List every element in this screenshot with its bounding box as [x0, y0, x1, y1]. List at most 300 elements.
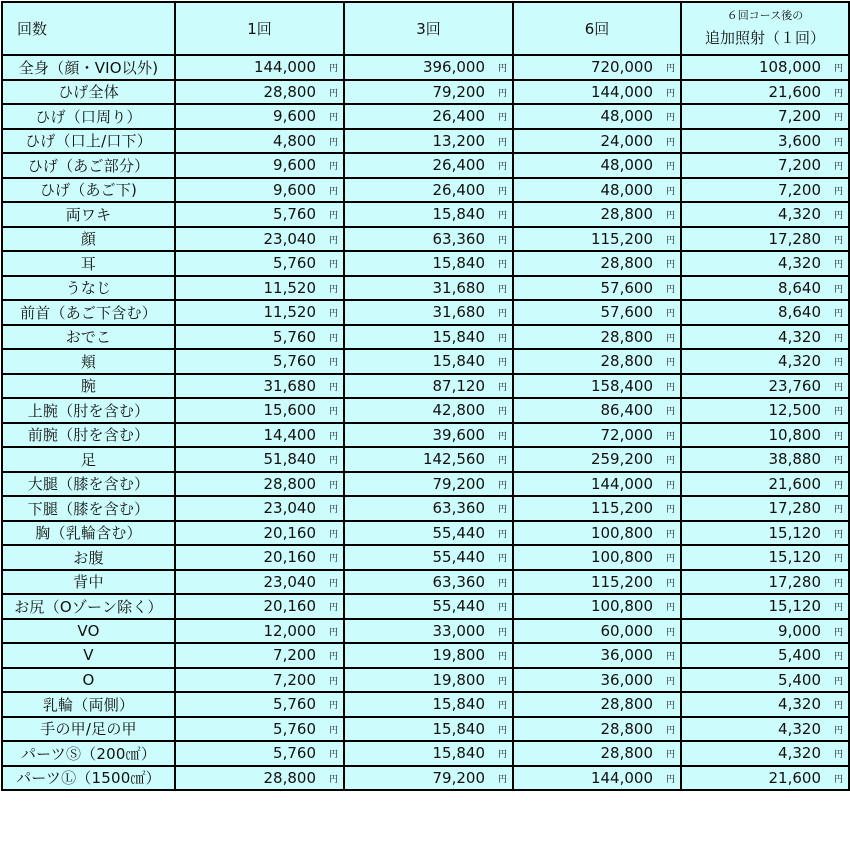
price-1-session: 28,800: [263, 82, 316, 101]
price-additional: 8,640: [778, 278, 821, 297]
price-6-sessions-cell: [513, 570, 681, 595]
price-6-sessions: 144,000: [590, 474, 653, 493]
price-6-sessions: 48,000: [600, 156, 653, 175]
price-1-session: 5,760: [273, 327, 316, 346]
price-6-sessions: 28,800: [600, 205, 653, 224]
price-6-sessions-cell: [513, 668, 681, 693]
yen-unit: 円: [497, 701, 507, 712]
yen-unit: 円: [497, 431, 507, 442]
price-1-session: 14,400: [263, 425, 316, 444]
yen-unit: 円: [497, 725, 507, 736]
price-3-sessions: 19,800: [432, 646, 485, 665]
header-row: [2, 2, 849, 55]
price-3-sessions: 15,840: [432, 695, 485, 714]
price-3-sessions: 15,840: [432, 719, 485, 738]
price-3-sessions: 79,200: [432, 474, 485, 493]
yen-unit: 円: [497, 627, 507, 638]
body-part-name: パーツⓈ（200㎠）: [2, 741, 175, 766]
yen-unit: 円: [833, 64, 843, 75]
yen-unit: 円: [328, 603, 338, 614]
yen-unit: 円: [665, 676, 675, 687]
price-3-sessions-cell: [344, 300, 513, 325]
price-1-session: 23,040: [263, 572, 316, 591]
price-3-sessions: 31,680: [432, 278, 485, 297]
yen-unit: 円: [328, 431, 338, 442]
price-1-session: 5,760: [273, 719, 316, 738]
price-6-sessions-cell: [513, 496, 681, 521]
price-6-sessions: 28,800: [600, 744, 653, 763]
body-part-name: 前首（あご下含む）: [2, 300, 175, 325]
price-1-session: 9,600: [273, 156, 316, 175]
yen-unit: 円: [833, 186, 843, 197]
yen-unit: 円: [497, 88, 507, 99]
price-additional-cell: [681, 472, 849, 497]
body-part-name: O: [2, 668, 175, 693]
yen-unit: 円: [497, 309, 507, 320]
body-part-name: おでこ: [2, 325, 175, 350]
price-3-sessions-cell: [344, 104, 513, 129]
price-additional: 21,600: [768, 82, 821, 101]
price-additional-cell: [681, 300, 849, 325]
yen-unit: 円: [665, 431, 675, 442]
price-3-sessions-cell: [344, 741, 513, 766]
yen-unit: 円: [833, 260, 843, 271]
price-3-sessions: 26,400: [432, 180, 485, 199]
price-1-session: 5,760: [273, 254, 316, 273]
price-additional-cell: [681, 594, 849, 619]
yen-unit: 円: [665, 456, 675, 467]
price-additional-cell: [681, 55, 849, 80]
header-1-session: 1回: [175, 2, 344, 55]
table-row: [2, 472, 849, 497]
yen-unit: 円: [497, 64, 507, 75]
price-additional-cell: [681, 423, 849, 448]
yen-unit: 円: [833, 113, 843, 124]
price-additional: 7,200: [778, 107, 821, 126]
yen-unit: 円: [833, 774, 843, 785]
yen-unit: 円: [833, 88, 843, 99]
yen-unit: 円: [665, 627, 675, 638]
price-additional-cell: [681, 766, 849, 791]
yen-unit: 円: [328, 186, 338, 197]
price-3-sessions-cell: [344, 766, 513, 791]
yen-unit: 円: [833, 358, 843, 369]
price-3-sessions-cell: [344, 202, 513, 227]
table-row: [2, 104, 849, 129]
yen-unit: 円: [833, 701, 843, 712]
header-sessions: 回数: [2, 2, 175, 55]
price-1-session: 23,040: [263, 229, 316, 248]
price-1-session: 5,760: [273, 352, 316, 371]
price-6-sessions: 144,000: [590, 82, 653, 101]
price-1-session-cell: [175, 104, 344, 129]
price-1-session-cell: [175, 300, 344, 325]
price-3-sessions-cell: [344, 594, 513, 619]
table-row: [2, 349, 849, 374]
price-table: [1, 1, 850, 791]
body-part-name: ひげ（あご部分）: [2, 153, 175, 178]
yen-unit: 円: [497, 456, 507, 467]
body-part-name: VO: [2, 619, 175, 644]
price-additional: 17,280: [768, 499, 821, 518]
price-6-sessions: 28,800: [600, 719, 653, 738]
yen-unit: 円: [833, 382, 843, 393]
price-1-session: 9,600: [273, 180, 316, 199]
price-1-session: 23,040: [263, 499, 316, 518]
price-6-sessions-cell: [513, 153, 681, 178]
price-6-sessions-cell: [513, 276, 681, 301]
price-1-session: 11,520: [263, 303, 316, 322]
yen-unit: 円: [328, 235, 338, 246]
table-row: [2, 594, 849, 619]
price-3-sessions: 55,440: [432, 597, 485, 616]
price-3-sessions-cell: [344, 521, 513, 546]
table-row: [2, 692, 849, 717]
price-3-sessions: 55,440: [432, 548, 485, 567]
table-row: [2, 643, 849, 668]
price-6-sessions: 144,000: [590, 768, 653, 787]
yen-unit: 円: [665, 774, 675, 785]
body-part-name: パーツⓁ（1500㎠）: [2, 766, 175, 791]
yen-unit: 円: [497, 676, 507, 687]
price-6-sessions: 48,000: [600, 180, 653, 199]
yen-unit: 円: [497, 358, 507, 369]
table-row: [2, 741, 849, 766]
yen-unit: 円: [497, 235, 507, 246]
yen-unit: 円: [497, 480, 507, 491]
price-3-sessions: 15,840: [432, 327, 485, 346]
price-additional: 4,320: [778, 744, 821, 763]
price-additional: 5,400: [778, 670, 821, 689]
price-1-session: 11,520: [263, 278, 316, 297]
price-additional: 108,000: [758, 58, 821, 77]
yen-unit: 円: [665, 284, 675, 295]
yen-unit: 円: [328, 750, 338, 761]
price-3-sessions: 15,840: [432, 254, 485, 273]
yen-unit: 円: [328, 554, 338, 565]
yen-unit: 円: [833, 750, 843, 761]
price-3-sessions-cell: [344, 619, 513, 644]
price-3-sessions: 87,120: [432, 376, 485, 395]
price-additional: 17,280: [768, 229, 821, 248]
price-6-sessions: 36,000: [600, 670, 653, 689]
price-1-session-cell: [175, 643, 344, 668]
yen-unit: 円: [833, 652, 843, 663]
price-1-session: 20,160: [263, 597, 316, 616]
yen-unit: 円: [665, 333, 675, 344]
price-3-sessions: 15,840: [432, 205, 485, 224]
body-part-name: うなじ: [2, 276, 175, 301]
price-additional-cell: [681, 570, 849, 595]
yen-unit: 円: [328, 480, 338, 491]
price-6-sessions: 100,800: [590, 523, 653, 542]
yen-unit: 円: [665, 186, 675, 197]
price-3-sessions: 39,600: [432, 425, 485, 444]
yen-unit: 円: [497, 382, 507, 393]
yen-unit: 円: [833, 309, 843, 320]
price-6-sessions: 36,000: [600, 646, 653, 665]
price-3-sessions: 15,840: [432, 744, 485, 763]
body-part-name: 大腿（膝を含む）: [2, 472, 175, 497]
price-6-sessions-cell: [513, 447, 681, 472]
body-part-name: 前腕（肘を含む）: [2, 423, 175, 448]
yen-unit: 円: [665, 211, 675, 222]
price-1-session: 51,840: [263, 450, 316, 469]
price-6-sessions-cell: [513, 325, 681, 350]
table-row: [2, 521, 849, 546]
yen-unit: 円: [497, 652, 507, 663]
table-row: [2, 619, 849, 644]
price-1-session: 5,760: [273, 695, 316, 714]
header-additional-line2: 追加照射（１回）: [704, 28, 825, 47]
price-additional-cell: [681, 178, 849, 203]
yen-unit: 円: [328, 505, 338, 516]
body-part-name: 手の甲/足の甲: [2, 717, 175, 742]
price-additional: 15,120: [768, 548, 821, 567]
price-additional: 3,600: [778, 131, 821, 150]
price-3-sessions: 42,800: [432, 401, 485, 420]
yen-unit: 円: [833, 578, 843, 589]
yen-unit: 円: [328, 725, 338, 736]
body-part-name: 乳輪（両側）: [2, 692, 175, 717]
price-3-sessions-cell: [344, 496, 513, 521]
price-6-sessions: 28,800: [600, 695, 653, 714]
body-part-name: 耳: [2, 251, 175, 276]
price-6-sessions: 72,000: [600, 425, 653, 444]
price-6-sessions: 60,000: [600, 621, 653, 640]
price-6-sessions-cell: [513, 129, 681, 154]
price-3-sessions: 79,200: [432, 82, 485, 101]
table-row: [2, 766, 849, 791]
price-3-sessions-cell: [344, 178, 513, 203]
table-row: [2, 276, 849, 301]
price-6-sessions: 720,000: [590, 58, 653, 77]
price-additional-cell: [681, 668, 849, 693]
price-6-sessions-cell: [513, 594, 681, 619]
price-1-session: 144,000: [253, 58, 316, 77]
price-additional: 12,500: [768, 401, 821, 420]
price-6-sessions-cell: [513, 202, 681, 227]
price-1-session: 15,600: [263, 401, 316, 420]
price-1-session: 12,000: [263, 621, 316, 640]
price-3-sessions: 63,360: [432, 572, 485, 591]
price-additional-cell: [681, 717, 849, 742]
price-6-sessions-cell: [513, 619, 681, 644]
price-3-sessions: 55,440: [432, 523, 485, 542]
price-additional: 4,320: [778, 352, 821, 371]
price-additional: 5,400: [778, 646, 821, 665]
price-1-session-cell: [175, 153, 344, 178]
yen-unit: 円: [497, 578, 507, 589]
price-6-sessions-cell: [513, 80, 681, 105]
price-1-session-cell: [175, 349, 344, 374]
body-part-name: お腹: [2, 545, 175, 570]
yen-unit: 円: [497, 529, 507, 540]
body-part-name: お尻（Oゾーン除く）: [2, 594, 175, 619]
price-3-sessions: 63,360: [432, 229, 485, 248]
yen-unit: 円: [328, 358, 338, 369]
yen-unit: 円: [328, 456, 338, 467]
yen-unit: 円: [328, 578, 338, 589]
price-additional: 8,640: [778, 303, 821, 322]
price-6-sessions: 100,800: [590, 548, 653, 567]
table-row: [2, 153, 849, 178]
yen-unit: 円: [665, 578, 675, 589]
price-3-sessions: 15,840: [432, 352, 485, 371]
price-additional-cell: [681, 692, 849, 717]
price-additional: 4,320: [778, 254, 821, 273]
yen-unit: 円: [665, 701, 675, 712]
price-1-session: 4,800: [273, 131, 316, 150]
yen-unit: 円: [665, 88, 675, 99]
yen-unit: 円: [833, 627, 843, 638]
price-additional: 15,120: [768, 597, 821, 616]
yen-unit: 円: [665, 725, 675, 736]
body-part-name: 頬: [2, 349, 175, 374]
price-3-sessions-cell: [344, 325, 513, 350]
price-6-sessions: 259,200: [590, 450, 653, 469]
price-additional-cell: [681, 643, 849, 668]
price-1-session-cell: [175, 374, 344, 399]
price-1-session: 7,200: [273, 670, 316, 689]
price-additional-cell: [681, 741, 849, 766]
header-additional: [681, 2, 849, 55]
price-additional-cell: [681, 447, 849, 472]
price-1-session-cell: [175, 423, 344, 448]
yen-unit: 円: [833, 407, 843, 418]
price-1-session: 20,160: [263, 548, 316, 567]
price-1-session-cell: [175, 202, 344, 227]
table-row: [2, 545, 849, 570]
yen-unit: 円: [497, 505, 507, 516]
body-part-name: ひげ（口上/口下）: [2, 129, 175, 154]
price-6-sessions: 57,600: [600, 278, 653, 297]
price-additional: 4,320: [778, 719, 821, 738]
price-additional-cell: [681, 349, 849, 374]
price-3-sessions-cell: [344, 374, 513, 399]
body-part-name: ひげ全体: [2, 80, 175, 105]
price-additional-cell: [681, 325, 849, 350]
price-6-sessions-cell: [513, 643, 681, 668]
yen-unit: 円: [497, 211, 507, 222]
header-additional-line1: ６回コース後の: [726, 8, 804, 22]
price-1-session: 31,680: [263, 376, 316, 395]
body-part-name: 胸（乳輪含む）: [2, 521, 175, 546]
price-3-sessions-cell: [344, 545, 513, 570]
header-6-sessions: 6回: [513, 2, 681, 55]
yen-unit: 円: [328, 88, 338, 99]
price-3-sessions: 19,800: [432, 670, 485, 689]
yen-unit: 円: [833, 554, 843, 565]
price-1-session-cell: [175, 496, 344, 521]
yen-unit: 円: [665, 358, 675, 369]
price-1-session-cell: [175, 178, 344, 203]
price-6-sessions-cell: [513, 545, 681, 570]
price-additional-cell: [681, 398, 849, 423]
yen-unit: 円: [497, 284, 507, 295]
price-additional: 4,320: [778, 327, 821, 346]
yen-unit: 円: [665, 652, 675, 663]
table-row: [2, 570, 849, 595]
price-6-sessions-cell: [513, 349, 681, 374]
price-1-session: 28,800: [263, 474, 316, 493]
price-additional-cell: [681, 496, 849, 521]
price-1-session-cell: [175, 398, 344, 423]
yen-unit: 円: [665, 137, 675, 148]
yen-unit: 円: [497, 333, 507, 344]
price-3-sessions-cell: [344, 80, 513, 105]
price-6-sessions-cell: [513, 300, 681, 325]
price-additional-cell: [681, 202, 849, 227]
price-6-sessions: 48,000: [600, 107, 653, 126]
table-row: [2, 80, 849, 105]
price-6-sessions-cell: [513, 55, 681, 80]
yen-unit: 円: [328, 774, 338, 785]
price-6-sessions-cell: [513, 521, 681, 546]
price-1-session: 20,160: [263, 523, 316, 542]
price-additional-cell: [681, 619, 849, 644]
price-3-sessions-cell: [344, 398, 513, 423]
price-additional: 21,600: [768, 474, 821, 493]
yen-unit: 円: [497, 407, 507, 418]
yen-unit: 円: [833, 137, 843, 148]
yen-unit: 円: [665, 260, 675, 271]
price-6-sessions-cell: [513, 251, 681, 276]
body-part-name: 上腕（肘を含む）: [2, 398, 175, 423]
yen-unit: 円: [328, 137, 338, 148]
price-additional: 23,760: [768, 376, 821, 395]
price-1-session-cell: [175, 545, 344, 570]
price-3-sessions-cell: [344, 570, 513, 595]
price-additional-cell: [681, 251, 849, 276]
yen-unit: 円: [328, 676, 338, 687]
yen-unit: 円: [833, 480, 843, 491]
price-1-session-cell: [175, 521, 344, 546]
yen-unit: 円: [833, 505, 843, 516]
table-row: [2, 717, 849, 742]
yen-unit: 円: [665, 382, 675, 393]
price-additional-cell: [681, 521, 849, 546]
price-additional: 7,200: [778, 180, 821, 199]
price-additional: 9,000: [778, 621, 821, 640]
yen-unit: 円: [328, 407, 338, 418]
price-6-sessions: 115,200: [590, 499, 653, 518]
price-3-sessions: 396,000: [422, 58, 485, 77]
price-1-session: 7,200: [273, 646, 316, 665]
price-3-sessions-cell: [344, 129, 513, 154]
price-6-sessions: 57,600: [600, 303, 653, 322]
price-6-sessions: 28,800: [600, 254, 653, 273]
yen-unit: 円: [328, 529, 338, 540]
price-additional: 17,280: [768, 572, 821, 591]
yen-unit: 円: [328, 627, 338, 638]
table-row: [2, 668, 849, 693]
table-row: [2, 178, 849, 203]
yen-unit: 円: [833, 456, 843, 467]
yen-unit: 円: [833, 284, 843, 295]
price-3-sessions-cell: [344, 55, 513, 80]
yen-unit: 円: [328, 64, 338, 75]
table-row: [2, 423, 849, 448]
price-1-session-cell: [175, 594, 344, 619]
yen-unit: 円: [497, 260, 507, 271]
price-3-sessions-cell: [344, 668, 513, 693]
body-part-name: 両ワキ: [2, 202, 175, 227]
price-1-session: 5,760: [273, 744, 316, 763]
price-additional: 15,120: [768, 523, 821, 542]
price-3-sessions: 26,400: [432, 156, 485, 175]
yen-unit: 円: [665, 480, 675, 491]
